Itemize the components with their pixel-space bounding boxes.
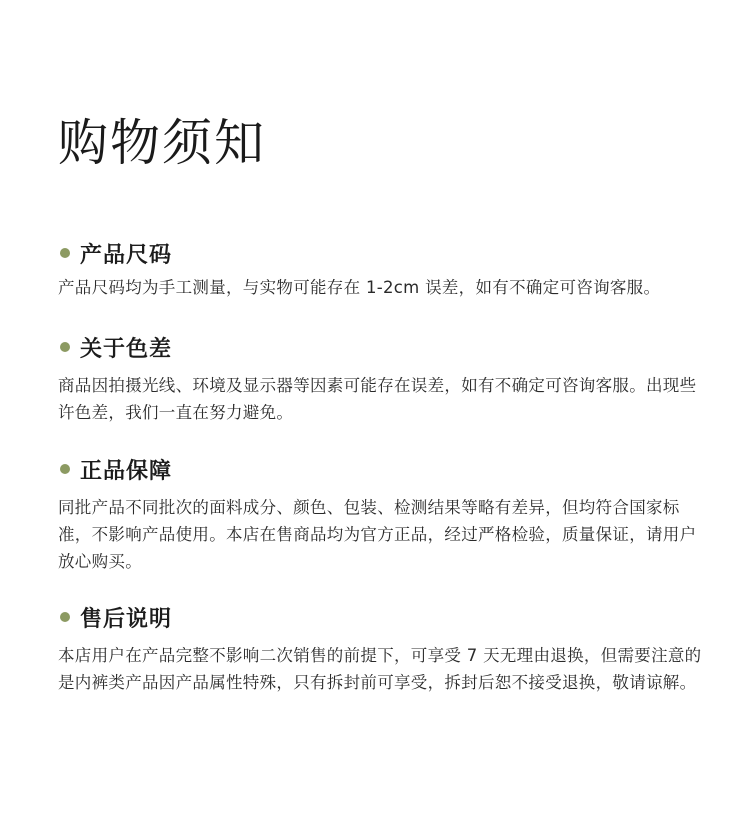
section-body: 本店用户在产品完整不影响二次销售的前提下，可享受 7 天无理由退换，但需要注意的是内裤类产品因产品属性特殊，只有拆封前可享受，拆封后恕不接受退换，敬请谅解。 bbox=[58, 646, 702, 692]
section-body: 同批产品不同批次的面料成分、颜色、包装、检测结果等略有差异，但均符合国家标准，不影响产品使用。本店在售商品均为官方正品，经过严格检验，质量保证，请用户放心购买。 bbox=[58, 498, 697, 571]
section-header bbox=[58, 330, 708, 364]
section-title: 正品保障 bbox=[80, 458, 173, 484]
bullet-dot-icon bbox=[60, 248, 70, 258]
section-after-sales bbox=[58, 600, 708, 696]
section-body: 商品因拍摄光线、环境及显示器等因素可能存在误差，如有不确定可咨询客服。出现些许色差，我们一直在努力避免。 bbox=[58, 376, 697, 422]
section-title: 关于色差 bbox=[80, 336, 173, 362]
section-title: 售后说明 bbox=[80, 606, 173, 632]
section-color-difference bbox=[58, 330, 708, 426]
section-product-size bbox=[58, 236, 708, 301]
section-header bbox=[58, 452, 708, 486]
section-title: 产品尺码 bbox=[80, 242, 173, 268]
page-title: 购物须知 bbox=[58, 114, 266, 172]
section-genuine-guarantee bbox=[58, 452, 708, 575]
bullet-dot-icon bbox=[60, 464, 70, 474]
section-header bbox=[58, 600, 708, 634]
section-header bbox=[58, 236, 708, 270]
bullet-dot-icon bbox=[60, 342, 70, 352]
bullet-dot-icon bbox=[60, 612, 70, 622]
section-body: 产品尺码均为手工测量，与实物可能存在 1-2cm 误差，如有不确定可咨询客服。 bbox=[58, 278, 661, 297]
